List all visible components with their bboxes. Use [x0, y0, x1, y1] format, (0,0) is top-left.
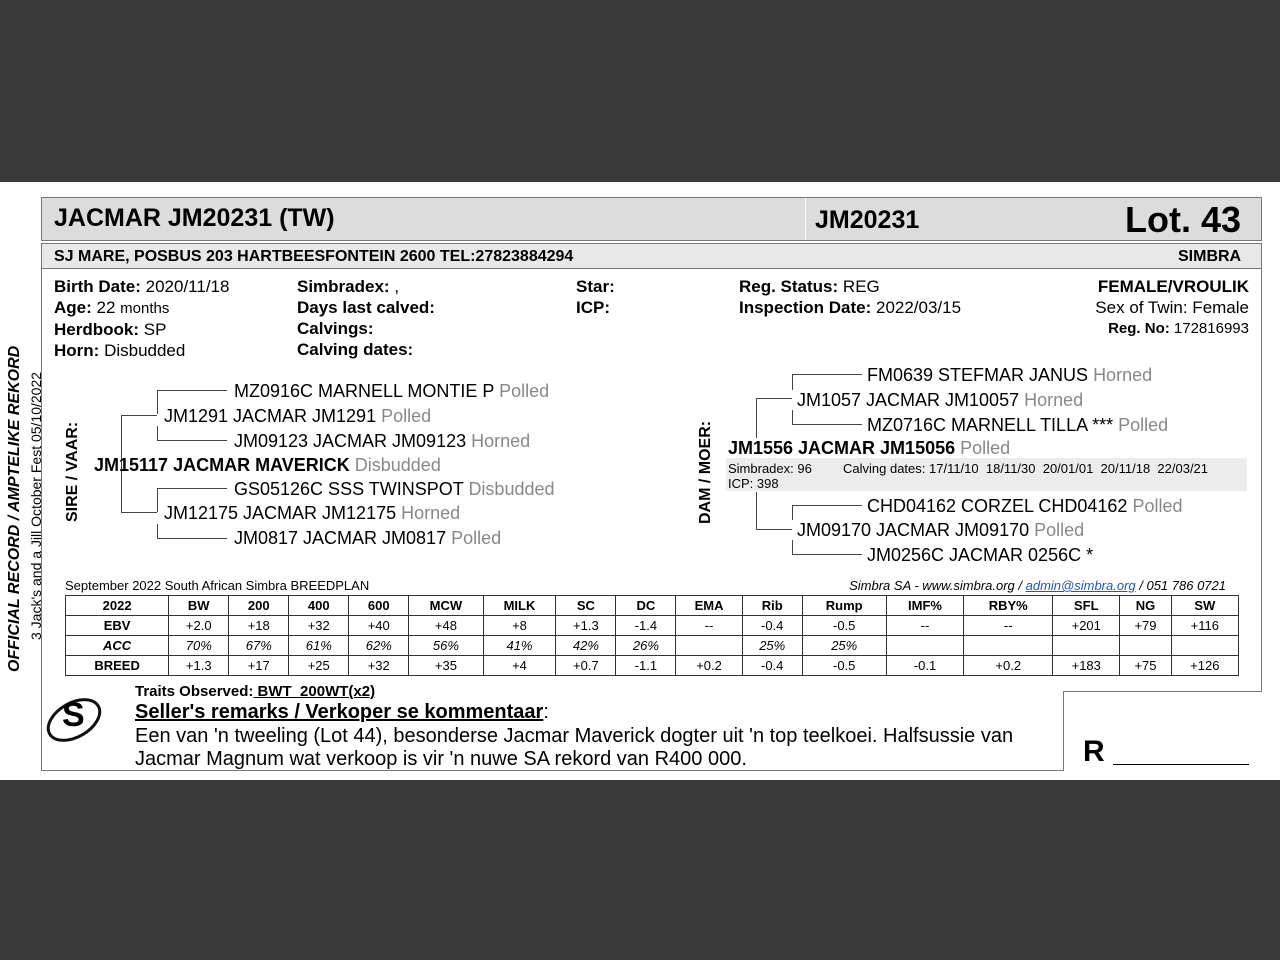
dam-sire-sire [867, 365, 1152, 386]
horn: Disbudded [104, 341, 186, 360]
dd-name: JM09170 JACMAR JM09170 [797, 520, 1030, 540]
dsd-horn: Polled [1118, 415, 1169, 435]
simbra-logo-icon [42, 690, 108, 748]
acc-cell: 70% [169, 636, 229, 656]
dam-simbradex: Simbradex: 96 [728, 461, 812, 476]
dsd-name: MZ0716C MARNELL TILLA *** [867, 415, 1114, 435]
sss-name: MZ0916C MARNELL MONTIE P [234, 381, 495, 401]
acc-cell: 25% [802, 636, 886, 656]
dam-bracket-bottom [756, 529, 792, 530]
breedplan-title: September 2022 South African Simbra BREEDPLAN [65, 578, 370, 593]
breed-cell: +0.7 [556, 656, 616, 676]
ebv-cell: +201 [1053, 616, 1120, 636]
breed-cell: +25 [289, 656, 349, 676]
sire-dam-dam [234, 528, 501, 549]
acc-cell: 62% [349, 636, 409, 656]
headers-row-label: 2022 [66, 596, 169, 616]
ebv-cell: -0.5 [802, 616, 886, 636]
dam [728, 438, 1010, 459]
acc-cell: 41% [483, 636, 556, 656]
headers-cell: 200 [229, 596, 289, 616]
star-label: Star: [576, 277, 615, 296]
sd-bracket-top [157, 488, 227, 489]
acc-cell: 56% [409, 636, 483, 656]
details-col-1 [54, 276, 229, 361]
breed-cell: +1.3 [169, 656, 229, 676]
ebv-cell: +8 [483, 616, 556, 636]
dam-bracket-bottom-v [756, 492, 757, 530]
sire-label: SIRE / VAAR: [64, 421, 81, 522]
headers-cell: NG [1120, 596, 1171, 616]
breed-cell: +183 [1053, 656, 1120, 676]
remarks-line-1: Een van 'n tweeling (Lot 44), besonderse Jacmar Maverick dogter uit 'n top teelkoei. Halfsussie van [135, 725, 1014, 747]
inspection-date-label: Inspection Date: [739, 298, 872, 317]
breed-row-label: BREED [66, 656, 169, 676]
ebv-cell: +1.3 [556, 616, 616, 636]
sds-name: GS05126C SSS TWINSPOT [234, 479, 464, 499]
headers-cell: IMF% [886, 596, 964, 616]
table-row-ebv [66, 616, 1239, 636]
animal-id: JM20231 [815, 206, 920, 234]
price-line[interactable] [1113, 764, 1249, 765]
reg-no: 172816993 [1173, 320, 1249, 337]
birth-date-label: Birth Date: [54, 277, 141, 296]
ebv-cell: +18 [229, 616, 289, 636]
price-label: R [1083, 735, 1105, 768]
calving-dates-label: Calving dates: [297, 340, 414, 359]
breed-cell: +0.2 [676, 656, 742, 676]
details-col-4 [739, 276, 961, 318]
dd-bracket-top-v [792, 505, 793, 520]
dam-sire [797, 390, 1083, 411]
acc-cell [1053, 636, 1120, 656]
seller-address: SJ MARE, POSBUS 203 HARTBEESFONTEIN 2600 TEL:27823884294 [54, 248, 574, 265]
headers-cell: Rump [802, 596, 886, 616]
dd-horn: Polled [1034, 520, 1085, 540]
ebv-cell: -0.4 [742, 616, 802, 636]
sd-bracket-low [157, 524, 158, 538]
dd-bracket-bottom [792, 554, 862, 555]
table-header-row [66, 596, 1239, 616]
traits-observed [135, 683, 375, 700]
contact-email-link[interactable]: admin@simbra.org [1025, 578, 1136, 593]
sd-bracket-bottom [157, 538, 227, 539]
breed-cell: -1.1 [616, 656, 676, 676]
remarks-heading: Seller's remarks / Verkoper se kommentaar: [135, 701, 549, 723]
ebv-cell: +2.0 [169, 616, 229, 636]
acc-cell: 26% [616, 636, 676, 656]
age-value: 22 [96, 298, 116, 317]
header-divider [805, 198, 806, 240]
ebv-cell: +116 [1171, 616, 1238, 636]
headers-cell: BW [169, 596, 229, 616]
dam-name: JM1556 JACMAR JM15056 [728, 438, 956, 458]
sdd-horn: Polled [451, 528, 502, 548]
ebv-row-label: EBV [66, 616, 169, 636]
dds-horn: Polled [1132, 496, 1183, 516]
horn-label: Horn: [54, 341, 100, 360]
remarks-line-2: Jacmar Magnum wat verkoop is vir 'n nuwe SA rekord van R400 000. [135, 748, 747, 770]
birth-date: 2020/11/18 [145, 277, 230, 296]
dds-name: CHD04162 CORZEL CHD04162 [867, 496, 1128, 516]
herdbook-label: Herdbook: [54, 320, 139, 339]
simbradex-label: Simbradex: [297, 277, 390, 296]
ss-bracket [157, 390, 158, 414]
headers-cell: SC [556, 596, 616, 616]
reg-status: REG [842, 277, 880, 296]
sd-name: JM12175 JACMAR JM12175 [164, 503, 397, 523]
ds-bracket-top [792, 374, 862, 375]
breed-label: SIMBRA [1178, 248, 1242, 265]
sire-name: JM15117 JACMAR MAVERICK [94, 455, 350, 475]
animal-name: JACMAR JM20231 (TW) [54, 204, 335, 232]
contact-prefix: Simbra SA - www.simbra.org / [849, 578, 1026, 593]
ebv-cell: -1.4 [616, 616, 676, 636]
sire-dam [164, 503, 460, 524]
breed-cell: +17 [229, 656, 289, 676]
ebv-cell: +40 [349, 616, 409, 636]
dam-label: DAM / MOER: [697, 420, 714, 524]
ssd-horn: Horned [471, 431, 531, 451]
sd-bracket [157, 488, 158, 512]
lot-number: Lot. 43 [1125, 199, 1242, 240]
headers-cell: SW [1171, 596, 1238, 616]
acc-cell: 67% [229, 636, 289, 656]
acc-row-label: ACC [66, 636, 169, 656]
dam-dam-dam [867, 545, 1093, 566]
ebv-cell: +79 [1120, 616, 1171, 636]
sex-of-twin: Sex of Twin: Female [1095, 298, 1249, 317]
ds-bracket-bottom [792, 424, 862, 425]
acc-cell: 42% [556, 636, 616, 656]
dss-name: FM0639 STEFMAR JANUS [867, 365, 1089, 385]
ebv-cell: -- [676, 616, 742, 636]
dam-icp: ICP: 398 [728, 476, 779, 491]
acc-cell: 25% [742, 636, 802, 656]
ds-name: JM1057 JACMAR JM10057 [797, 390, 1020, 410]
logo-letter: S [62, 696, 85, 734]
ebv-cell: +48 [409, 616, 483, 636]
breed-cell: +126 [1171, 656, 1238, 676]
breed-cell: +75 [1120, 656, 1171, 676]
dam-dam [797, 520, 1084, 541]
sss-horn: Polled [499, 381, 550, 401]
ssd-name: JM09123 JACMAR JM09123 [234, 431, 467, 451]
breed-cell: +4 [483, 656, 556, 676]
ds-bracket-top-v [792, 374, 793, 390]
breedplan-table [65, 595, 1239, 676]
acc-cell: 61% [289, 636, 349, 656]
breedplan-contact [849, 578, 1226, 593]
ss-bracket-top [157, 390, 227, 391]
ss-bracket-bottom [157, 440, 227, 441]
ds-horn: Horned [1024, 390, 1084, 410]
ss-horn: Polled [381, 406, 432, 426]
dam-dam-sire [867, 496, 1183, 517]
simbradex: , [394, 277, 400, 296]
sire-dam-sire [234, 479, 555, 500]
acc-cell [1171, 636, 1238, 656]
ds-bracket-low [792, 410, 793, 424]
sds-horn: Disbudded [468, 479, 555, 499]
dd-bracket-low [792, 540, 793, 554]
days-last-calved-label: Days last calved: [297, 298, 435, 317]
sdd-name: JM0817 JACMAR JM0817 [234, 528, 447, 548]
headers-cell: EMA [676, 596, 742, 616]
acc-cell [1120, 636, 1171, 656]
headers-cell: RBY% [964, 596, 1053, 616]
ebv-cell: +32 [289, 616, 349, 636]
ebv-cell: -- [886, 616, 964, 636]
ss-name: JM1291 JACMAR JM1291 [164, 406, 377, 426]
table-row-breed [66, 656, 1239, 676]
traits-label: Traits Observed: [135, 683, 254, 700]
reg-no-label: Reg. No: [1108, 320, 1170, 337]
dam-calving-dates: Calving dates: 17/11/10 18/11/30 20/01/01 20/11/18 22/03/21 [843, 461, 1209, 476]
sire-horn: Disbudded [354, 455, 441, 475]
dam-bracket-top-v [756, 398, 757, 438]
sire-bracket-bottom [121, 512, 157, 513]
dam-horn: Polled [960, 438, 1011, 458]
dam-bracket-top [756, 398, 792, 399]
sex: FEMALE/VROULIK [1097, 277, 1249, 296]
ebv-cell: -- [964, 616, 1053, 636]
sire-sire-dam [234, 431, 530, 452]
headers-cell: DC [616, 596, 676, 616]
official-record-label: OFFICIAL RECORD / AMPTELIKE REKORD [6, 345, 23, 672]
calvings-label: Calvings: [297, 319, 374, 338]
breed-cell: +35 [409, 656, 483, 676]
table-row-acc [66, 636, 1239, 656]
details-col-5 [1095, 276, 1249, 339]
breed-cell: +0.2 [964, 656, 1053, 676]
acc-cell [886, 636, 964, 656]
ddd-name: JM0256C JACMAR 0256C * [867, 545, 1094, 565]
headers-cell: SFL [1053, 596, 1120, 616]
reg-status-label: Reg. Status: [739, 277, 839, 296]
breed-cell: +32 [349, 656, 409, 676]
icp-label: ICP: [576, 298, 610, 317]
details-col-3 [576, 276, 615, 318]
sd-horn: Horned [401, 503, 461, 523]
breed-cell: -0.1 [886, 656, 964, 676]
dd-bracket-top [792, 505, 862, 506]
dam-sire-dam [867, 415, 1168, 436]
sire-sire [164, 406, 431, 427]
sire-bracket-top [121, 415, 157, 416]
traits-value: BWT 200WT(x2) [253, 683, 376, 700]
herdbook: SP [143, 320, 167, 339]
remarks-heading-text: Seller's remarks / Verkoper se kommentaar [135, 701, 544, 723]
dss-horn: Horned [1093, 365, 1153, 385]
age-unit: months [120, 300, 170, 317]
acc-cell [676, 636, 742, 656]
headers-cell: 600 [349, 596, 409, 616]
sale-event-label: 3 Jack's and a Jill October Fest 05/10/2022 [28, 371, 44, 640]
breed-cell: -0.5 [802, 656, 886, 676]
ss-bracket-low [157, 426, 158, 440]
acc-cell [964, 636, 1053, 656]
contact-suffix: / 051 786 0721 [1135, 578, 1226, 593]
breed-cell: -0.4 [742, 656, 802, 676]
age-label: Age: [54, 298, 92, 317]
price-box-top [1064, 691, 1262, 692]
inspection-date: 2022/03/15 [875, 298, 962, 317]
sire-sire-sire [234, 381, 549, 402]
sire [94, 455, 441, 476]
headers-cell: 400 [289, 596, 349, 616]
details-col-2 [297, 276, 435, 360]
headers-cell: MCW [409, 596, 483, 616]
headers-cell: MILK [483, 596, 556, 616]
headers-cell: Rib [742, 596, 802, 616]
